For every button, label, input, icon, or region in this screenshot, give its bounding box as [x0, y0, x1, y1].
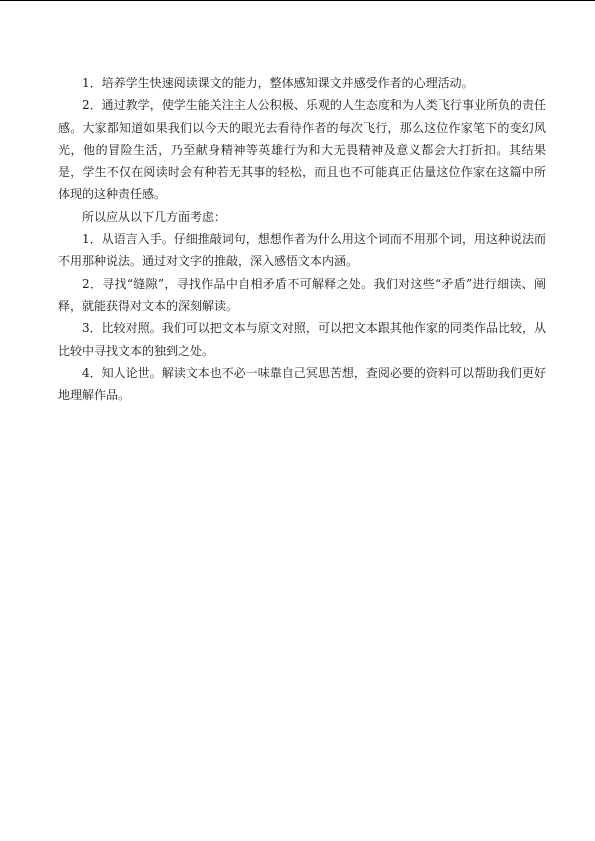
paragraph-goal-2: 2．通过教学，使学生能关注主人公积极、乐观的人生态度和为人类飞行事业所负的责任感。大家都知道如果我们以今天的眼光去看待作者的每次飞行，那么这位作家笔下的变幻风光，他的冒险生活，乃至献身精神等英雄行为和大无畏精神及意义都会大打折扣。其结果是，学生不仅在阅读时会有种若无其事的轻松，而且也不可能真正估量这位作家在这篇中所体现的这种责任感。 [58, 98, 546, 202]
document-body [58, 72, 546, 406]
paragraph-method-2: 2．寻找“缝隙”，寻找作品中自相矛盾不可解释之处。我们对这些“矛盾”进行细读、阐释，就能获得对文本的深刻解读。 [58, 276, 546, 313]
paragraph-method-1: 1．从语言入手。仔细推敲词句，想想作者为什么用这个词而不用那个词，用这种说法而不用那种说法。通过对文字的推敲，深入感悟文本内涵。 [58, 232, 546, 269]
paragraph-method-4: 4．知人论世。解读文本也不必一味靠自己冥思苦想，查阅必要的资料可以帮助我们更好地理解作品。 [58, 365, 546, 403]
paragraph-goal-1: 1．培养学生快速阅读课文的能力，整体感知课文并感受作者的心理活动。 [82, 76, 474, 90]
top-border-line [0, 0, 595, 1]
paragraph-method-3: 3．比较对照。我们可以把文本与原文对照，可以把文本跟其他作家的同类作品比较，从比较中寻找文本的独到之处。 [58, 321, 546, 358]
paragraph-intro-aspects: 所以应从以下几方面考虑： [82, 209, 227, 224]
